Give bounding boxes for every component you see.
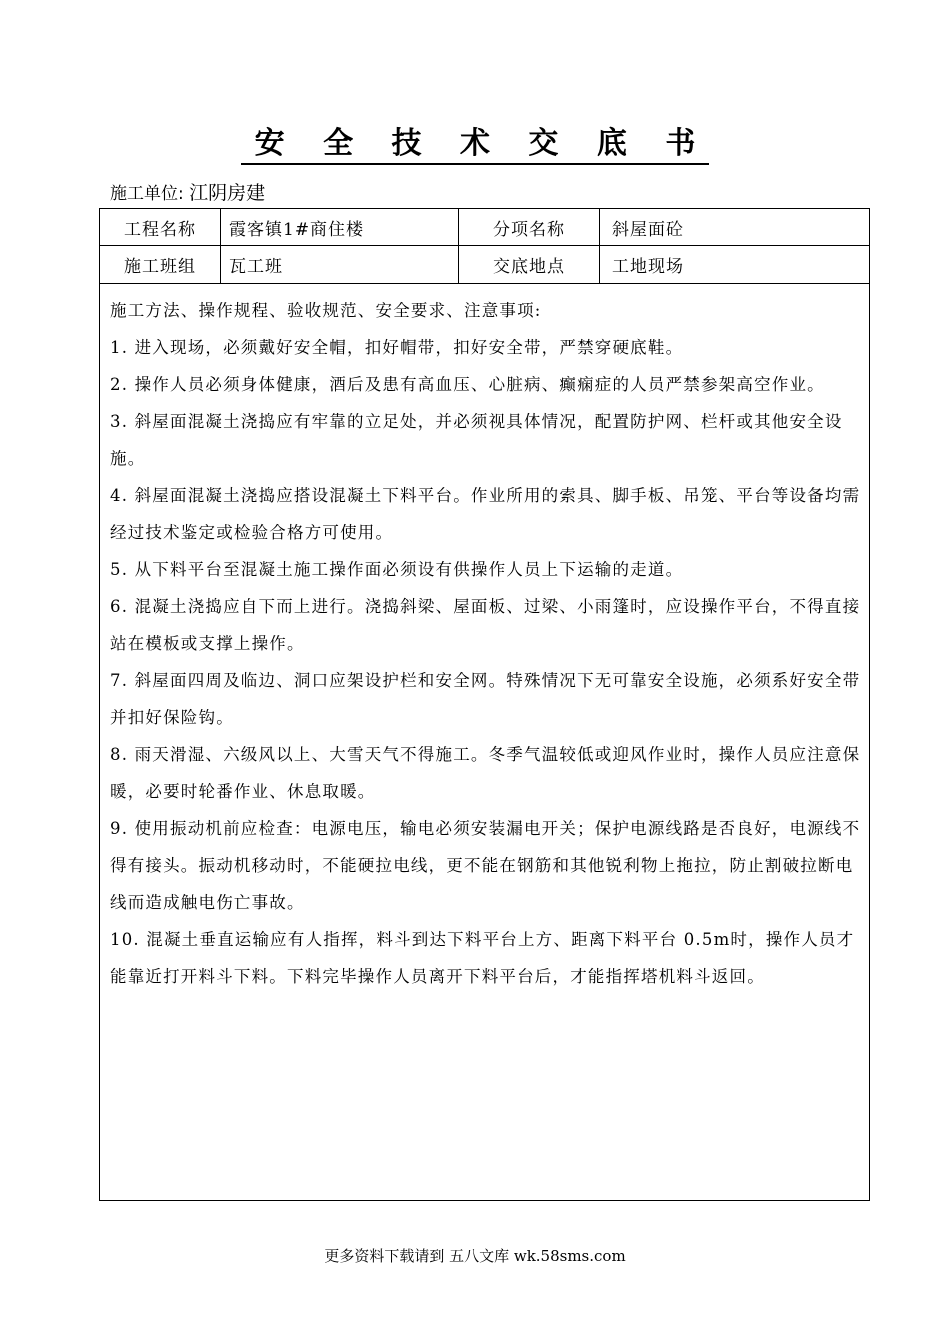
info-row-project [100, 209, 869, 246]
team-label: 施工班组 [100, 246, 221, 283]
disclosure-table [99, 208, 870, 1201]
content-item-8: 8. 雨天滑湿、六级风以上、大雪天气不得施工。冬季气温较低或迎风作业时，操作人员应注意保暖，必要时轮番作业、休息取暖。 [110, 745, 861, 801]
subitem-name-value: 斜屋面砼 [612, 219, 684, 240]
content-item-3: 3. 斜屋面混凝土浇捣应有牢靠的立足处，并必须视具体情况，配置防护网、栏杆或其他安全设施。 [110, 412, 843, 468]
content-item-6: 6. 混凝土浇捣应自下而上进行。浇捣斜梁、屋面板、过梁、小雨篷时，应设操作平台，不得直接站在模板或支撑上操作。 [110, 597, 861, 653]
content-item-10: 10. 混凝土垂直运输应有人指挥，料斗到达下料平台上方、距离下料平台 0.5m时，操作人员才能靠近打开料斗下料。下料完毕操作人员离开下料平台后，才能指挥塔机料斗返回。 [110, 930, 855, 986]
content-item-9: 9. 使用振动机前应检查：电源电压，输电必须安装漏电开关；保护电源线路是否良好，电源线不得有接头。振动机移动时，不能硬拉电线，更不能在钢筋和其他锐利物上拖拉，防止割破拉断电线而造成触电伤亡事故。 [110, 819, 861, 912]
content-item-7: 7. 斜屋面四周及临边、洞口应架设护栏和安全网。特殊情况下无可靠安全设施，必须系好安全带并扣好保险钩。 [110, 671, 861, 727]
subitem-name-label: 分项名称 [459, 209, 600, 245]
content-item-2: 2. 操作人员必须身体健康，酒后及患有高血压、心脏病、癫痫症的人员严禁参架高空作业。 [110, 375, 825, 394]
content-heading: 施工方法、操作规程、验收规范、安全要求、注意事项: [110, 301, 542, 320]
footer-text: 更多资料下载请到 五八文库 wk.58sms.com [324, 1247, 626, 1265]
content-item-4: 4. 斜屋面混凝土浇捣应搭设混凝土下料平台。作业所用的索具、脚手板、吊笼、平台等设备均需经过技术鉴定或检验合格方可使用。 [110, 486, 861, 542]
project-name-label: 工程名称 [100, 209, 221, 245]
info-row-team [100, 246, 869, 284]
location-value: 工地现场 [612, 257, 684, 277]
content-item-1: 1. 进入现场，必须戴好安全帽，扣好帽带，扣好安全带，严禁穿硬底鞋。 [110, 338, 684, 357]
location-label: 交底地点 [459, 246, 600, 283]
document-title-text: 安 全 技 术 交 底 书 [241, 126, 710, 165]
content-item-5: 5. 从下料平台至混凝土施工操作面必须设有供操作人员上下运输的走道。 [110, 560, 684, 579]
document-title [0, 118, 950, 162]
construction-unit-value: 江阴房建 [189, 182, 266, 204]
construction-unit [110, 178, 265, 205]
content-body [100, 284, 869, 995]
project-name-value: 霞客镇1#商住楼 [221, 209, 459, 245]
construction-unit-label: 施工单位: [110, 184, 184, 204]
team-value: 瓦工班 [221, 246, 459, 283]
